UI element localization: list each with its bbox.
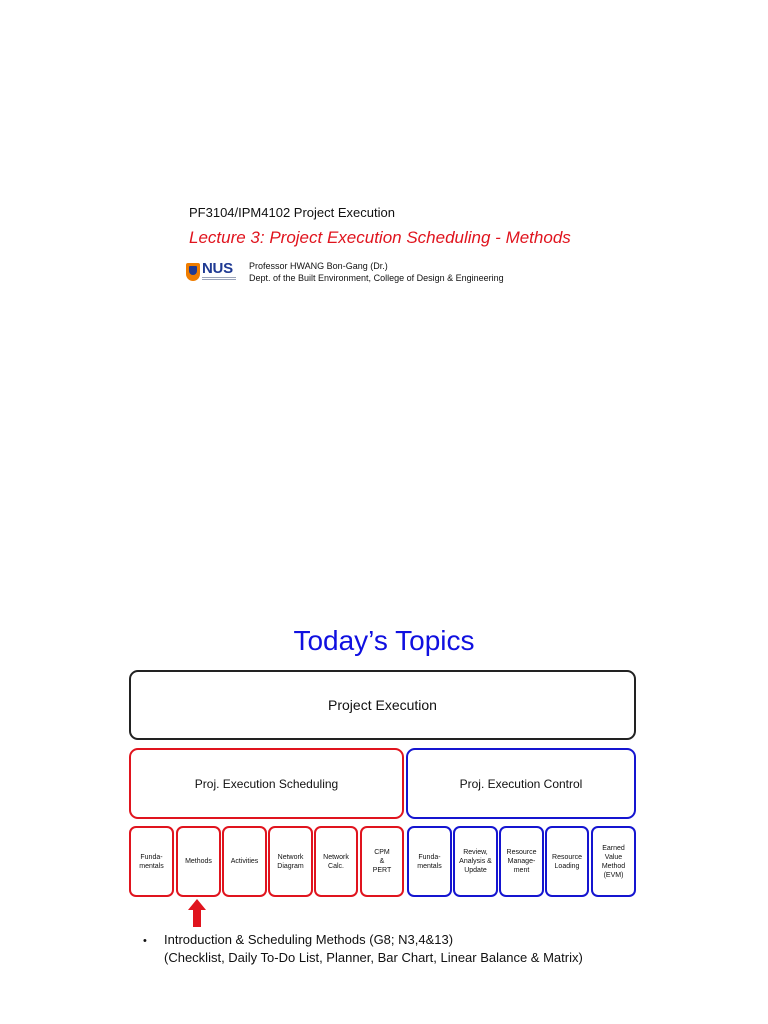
lecture-title: Lecture 3: Project Execution Scheduling - Methods (189, 228, 571, 247)
project-execution-box (129, 670, 636, 740)
nus-logo (186, 261, 241, 287)
nus-logo-text: NUS (202, 260, 233, 277)
topic-label: Funda- mentals (417, 853, 442, 870)
control-label: Proj. Execution Control (459, 776, 583, 791)
bullet-icon: • (143, 935, 147, 947)
bullet-text-line2: (Checklist, Daily To-Do List, Planner, Bar Chart, Linear Balance & Matrix) (164, 950, 583, 965)
topic-resource-loading (545, 826, 589, 897)
scheduling-box (129, 748, 404, 819)
topic-earned-value-method (591, 826, 636, 897)
topic-label: Funda- mentals (139, 853, 164, 870)
topic-label: Resource Manage- ment (506, 849, 537, 874)
topic-activities (222, 826, 267, 897)
topic-label: Network Diagram (277, 853, 304, 870)
topic-fundamentals-control (407, 826, 452, 897)
nus-logo-subtext (202, 277, 236, 282)
topic-review-analysis-update (453, 826, 498, 897)
topic-resource-management (499, 826, 544, 897)
bullet-text-line1: Introduction & Scheduling Methods (G8; N3,4&13) (164, 932, 454, 947)
topics-title: Today’s Topics (293, 625, 475, 656)
control-box (406, 748, 636, 819)
topic-label: Review, Analysis & Update (459, 849, 492, 874)
topic-label: Methods (185, 858, 212, 865)
topic-fundamentals-scheduling (129, 826, 174, 897)
topic-cpm-pert (360, 826, 404, 897)
topic-label: Network Calc. (323, 853, 349, 870)
up-arrow-icon (188, 899, 206, 927)
topic-network-diagram (268, 826, 313, 897)
department-name: Dept. of the Built Environment, College of Design & Engineering (249, 273, 504, 283)
nus-crest-icon (186, 263, 200, 281)
topic-label: Earned Value Method (EVM) (601, 844, 626, 879)
topic-methods (176, 826, 221, 897)
professor-name: Professor HWANG Bon-Gang (Dr.) (249, 261, 388, 271)
topic-label: CPM & PERT (372, 849, 392, 874)
topic-label: Activities (230, 858, 259, 865)
scheduling-label: Proj. Execution Scheduling (194, 776, 339, 791)
topic-label: Resource Loading (552, 853, 582, 870)
course-code: PF3104/IPM4102 Project Execution (189, 205, 395, 220)
project-execution-label: Project Execution (328, 697, 437, 713)
topic-network-calc (314, 826, 358, 897)
